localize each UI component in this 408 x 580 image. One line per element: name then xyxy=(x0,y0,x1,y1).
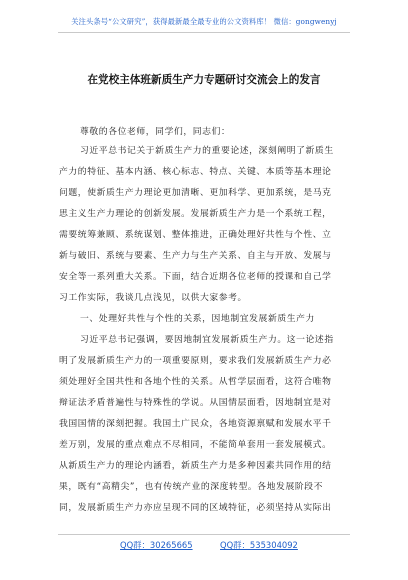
document-title: 在党校主体班新质生产力专题研讨交流会上的发言 xyxy=(87,74,321,86)
paragraph-line: 须处理好全国共性和各地个性的关系。从哲学层面看，这符合唯物 xyxy=(59,377,332,387)
paragraph-line: 需要统筹兼顾、系统谋划、整体推进，正确处理好共性与个性、立 xyxy=(59,230,332,240)
paragraph-line: 习近平总书记关于新质生产力的重要论述，深刻阐明了新质生 xyxy=(80,146,334,156)
paragraph-line: 习工作实际，我谈几点浅见，以供大家参考。 xyxy=(59,293,247,303)
footer-qq-group-2[interactable]: QQ群：535304092 xyxy=(220,540,298,550)
paragraph-line: 我国国情的深刻把握。我国土广民众，各地资源禀赋和发展水平千 xyxy=(59,419,332,429)
footer-divider xyxy=(58,534,350,535)
paragraph-line: 明了发展新质生产力的一项重要原则，要求我们发展新质生产力必 xyxy=(59,356,332,366)
salutation: 尊敬的各位老师，同学们，同志们： xyxy=(80,127,231,137)
paragraph-line: 从新质生产力的理论内涵看，新质生产力是多种因素共同作用的结 xyxy=(59,461,332,471)
paragraph-line: 习近平总书记强调，要因地制宜发展新质生产力。这一论述指 xyxy=(80,335,334,345)
paragraph-line: 产力的特征、基本内涵、核心标志、特点、关键、本质等基本理论 xyxy=(59,167,332,177)
paragraph-line: 果，既有“高精尖”，也有传统产业的深度转型。各地发展阶段不 xyxy=(59,482,324,492)
paragraph-line: 同，发展新质生产力亦应呈现不同的区域特征，必须坚持从实际出 xyxy=(59,503,332,513)
section-heading: 一、处理好共性与个性的关系，因地制宜发展新质生产力 xyxy=(80,314,315,324)
footer-qq-group-1[interactable]: QQ群：30265665 xyxy=(120,540,193,550)
paragraph-line: 问题，使新质生产力理论更加清晰、更加科学、更加系统，是马克 xyxy=(59,188,332,198)
header-divider xyxy=(58,32,350,33)
header-note: 关注头条号“公文研究”，获得最新最全最专业的公文资料库！ 微信：gongwenyj xyxy=(71,17,337,26)
paragraph-line: 新与破旧、系统与要素、生产力与生产关系、自主与开放、发展与 xyxy=(59,251,332,261)
paragraph-line: 差万别，发展的重点难点不尽相同，不能简单套用一套发展模式。 xyxy=(59,440,332,450)
paragraph-line: 安全等一系列重大关系。下面，结合近期各位老师的授课和自己学 xyxy=(59,272,332,282)
paragraph-line: 思主义生产力理论的创新发展。发展新质生产力是一个系统工程， xyxy=(59,209,332,219)
paragraph-line: 辩证法矛盾普遍性与特殊性的学说。从国情层面看，因地制宜是对 xyxy=(59,398,332,408)
